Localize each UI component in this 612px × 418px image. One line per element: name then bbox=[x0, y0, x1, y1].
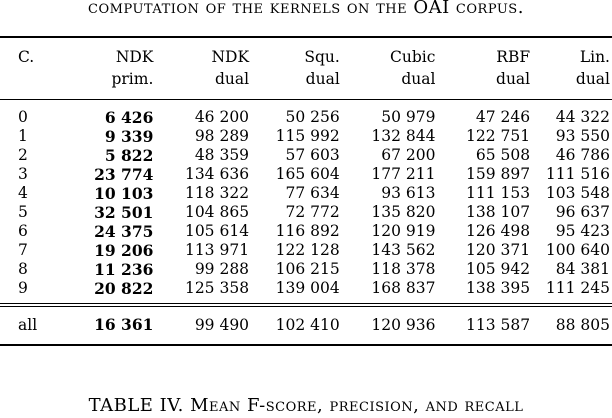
table-cell: 177 211 bbox=[371, 165, 436, 183]
table-cell: 138 107 bbox=[466, 203, 531, 221]
header-cell: C. bbox=[18, 48, 35, 66]
table-cell: 19 206 bbox=[94, 241, 154, 260]
table-cell: 48 359 bbox=[194, 146, 250, 164]
top-rule bbox=[0, 36, 612, 38]
header-row bbox=[0, 68, 612, 99]
table-cell: 120 371 bbox=[466, 241, 531, 259]
header-cell: RBF bbox=[496, 48, 531, 66]
table-cell: 98 289 bbox=[194, 127, 250, 145]
table-cell: 135 820 bbox=[371, 203, 436, 221]
table-cell: 99 288 bbox=[194, 260, 250, 278]
table-caption-top: computation of the kernels on the OAI corpus. bbox=[88, 0, 524, 18]
table-cell: 47 246 bbox=[475, 108, 531, 126]
table-cell: 77 634 bbox=[285, 184, 340, 202]
table-cell: 113 587 bbox=[466, 316, 531, 334]
table-cell: 139 004 bbox=[275, 279, 340, 297]
table-cell: 9 bbox=[18, 279, 28, 297]
total-rule bbox=[0, 306, 612, 307]
table-cell: 46 200 bbox=[194, 108, 250, 126]
table-cell: 111 245 bbox=[545, 279, 610, 297]
table-cell: 50 256 bbox=[285, 108, 340, 126]
table-cell: 11 236 bbox=[94, 260, 154, 279]
table-cell: 120 919 bbox=[371, 222, 436, 240]
table-cell: 138 395 bbox=[466, 279, 531, 297]
table-cell: 1 bbox=[18, 127, 28, 145]
table-cell: 126 498 bbox=[466, 222, 531, 240]
table-cell: 105 614 bbox=[184, 222, 250, 240]
table-cell: 50 979 bbox=[381, 108, 436, 126]
table-cell: 8 bbox=[18, 260, 28, 278]
table-row bbox=[0, 279, 612, 306]
table-cell: 118 322 bbox=[184, 184, 250, 202]
table-cell: 2 bbox=[18, 146, 28, 164]
table-cell: 4 bbox=[18, 184, 28, 202]
table-cell: 57 603 bbox=[285, 146, 340, 164]
header-cell: dual bbox=[575, 70, 610, 88]
table-cell: 88 805 bbox=[555, 316, 610, 334]
table-cell: 132 844 bbox=[371, 127, 436, 145]
table-cell: 111 516 bbox=[545, 165, 610, 183]
table-row bbox=[0, 165, 612, 184]
header-cell: dual bbox=[305, 70, 340, 88]
table-cell: 20 822 bbox=[94, 279, 154, 298]
table-cell: 106 215 bbox=[275, 260, 340, 278]
table-cell: all bbox=[18, 316, 38, 334]
table-cell: 102 410 bbox=[275, 316, 340, 334]
table-cell: 104 865 bbox=[184, 203, 250, 221]
table-cell: 67 200 bbox=[381, 146, 436, 164]
table-row bbox=[0, 99, 612, 127]
header-cell: NDK bbox=[115, 48, 154, 66]
table-cell: 32 501 bbox=[94, 203, 154, 222]
table-cell: 7 bbox=[18, 241, 28, 259]
header-cell: Squ. bbox=[304, 48, 340, 66]
table-cell: 24 375 bbox=[94, 222, 154, 241]
table-cell: 9 339 bbox=[104, 127, 154, 146]
table-cell: 111 153 bbox=[466, 184, 531, 202]
table-cell: 72 772 bbox=[285, 203, 340, 221]
table-cell: 165 604 bbox=[275, 165, 340, 183]
table-cell: 44 322 bbox=[555, 108, 610, 126]
header-row bbox=[0, 40, 612, 68]
kernels-table bbox=[0, 40, 612, 344]
table-row bbox=[0, 127, 612, 146]
total-rule bbox=[0, 303, 612, 304]
table-cell: 93 613 bbox=[381, 184, 436, 202]
table-caption-bottom: TABLE IV. Mean F-score, precision, and recall bbox=[88, 395, 524, 416]
header-cell: dual bbox=[214, 70, 250, 88]
table-cell: 122 751 bbox=[466, 127, 531, 145]
table-cell: 103 548 bbox=[545, 184, 610, 202]
total-row bbox=[0, 306, 612, 344]
table-row bbox=[0, 241, 612, 260]
table-cell: 84 381 bbox=[555, 260, 610, 278]
bottom-rule bbox=[0, 344, 612, 346]
table-cell: 120 936 bbox=[371, 316, 436, 334]
table-cell: 105 942 bbox=[466, 260, 531, 278]
table-cell: 5 822 bbox=[104, 146, 154, 165]
table-cell: 113 971 bbox=[184, 241, 250, 259]
header-cell: dual bbox=[401, 70, 436, 88]
table-cell: 99 490 bbox=[194, 316, 250, 334]
table-cell: 0 bbox=[18, 108, 28, 126]
table-cell: 46 786 bbox=[555, 146, 610, 164]
table-cell: 143 562 bbox=[371, 241, 436, 259]
header-cell: dual bbox=[496, 70, 531, 88]
table-cell: 10 103 bbox=[94, 184, 154, 203]
table-row bbox=[0, 146, 612, 165]
table-cell: 125 358 bbox=[184, 279, 250, 297]
table-cell: 159 897 bbox=[466, 165, 531, 183]
table-cell: 96 637 bbox=[555, 203, 610, 221]
header-cell: prim. bbox=[111, 70, 154, 88]
table-row bbox=[0, 222, 612, 241]
table-cell: 6 426 bbox=[104, 108, 154, 127]
table-cell: 115 992 bbox=[275, 127, 340, 145]
table-cell: 134 636 bbox=[184, 165, 250, 183]
table-cell: 23 774 bbox=[94, 165, 154, 184]
table-cell: 168 837 bbox=[371, 279, 436, 297]
table-cell: 118 378 bbox=[371, 260, 436, 278]
header-cell: NDK bbox=[211, 48, 250, 66]
table-cell: 6 bbox=[18, 222, 28, 240]
table-cell: 95 423 bbox=[555, 222, 610, 240]
table-cell: 122 128 bbox=[275, 241, 340, 259]
table-cell: 65 508 bbox=[475, 146, 531, 164]
header-cell: Lin. bbox=[579, 48, 610, 66]
table-row bbox=[0, 260, 612, 279]
table-cell: 16 361 bbox=[94, 315, 154, 334]
header-cell bbox=[0, 68, 58, 99]
table-row bbox=[0, 184, 612, 203]
header-cell: Cubic bbox=[390, 48, 436, 66]
table-cell: 3 bbox=[18, 165, 28, 183]
table-cell: 5 bbox=[18, 203, 28, 221]
header-rule bbox=[0, 99, 612, 100]
table-row bbox=[0, 203, 612, 222]
table-cell: 100 640 bbox=[545, 241, 610, 259]
table-cell: 93 550 bbox=[555, 127, 610, 145]
table-cell: 116 892 bbox=[275, 222, 340, 240]
